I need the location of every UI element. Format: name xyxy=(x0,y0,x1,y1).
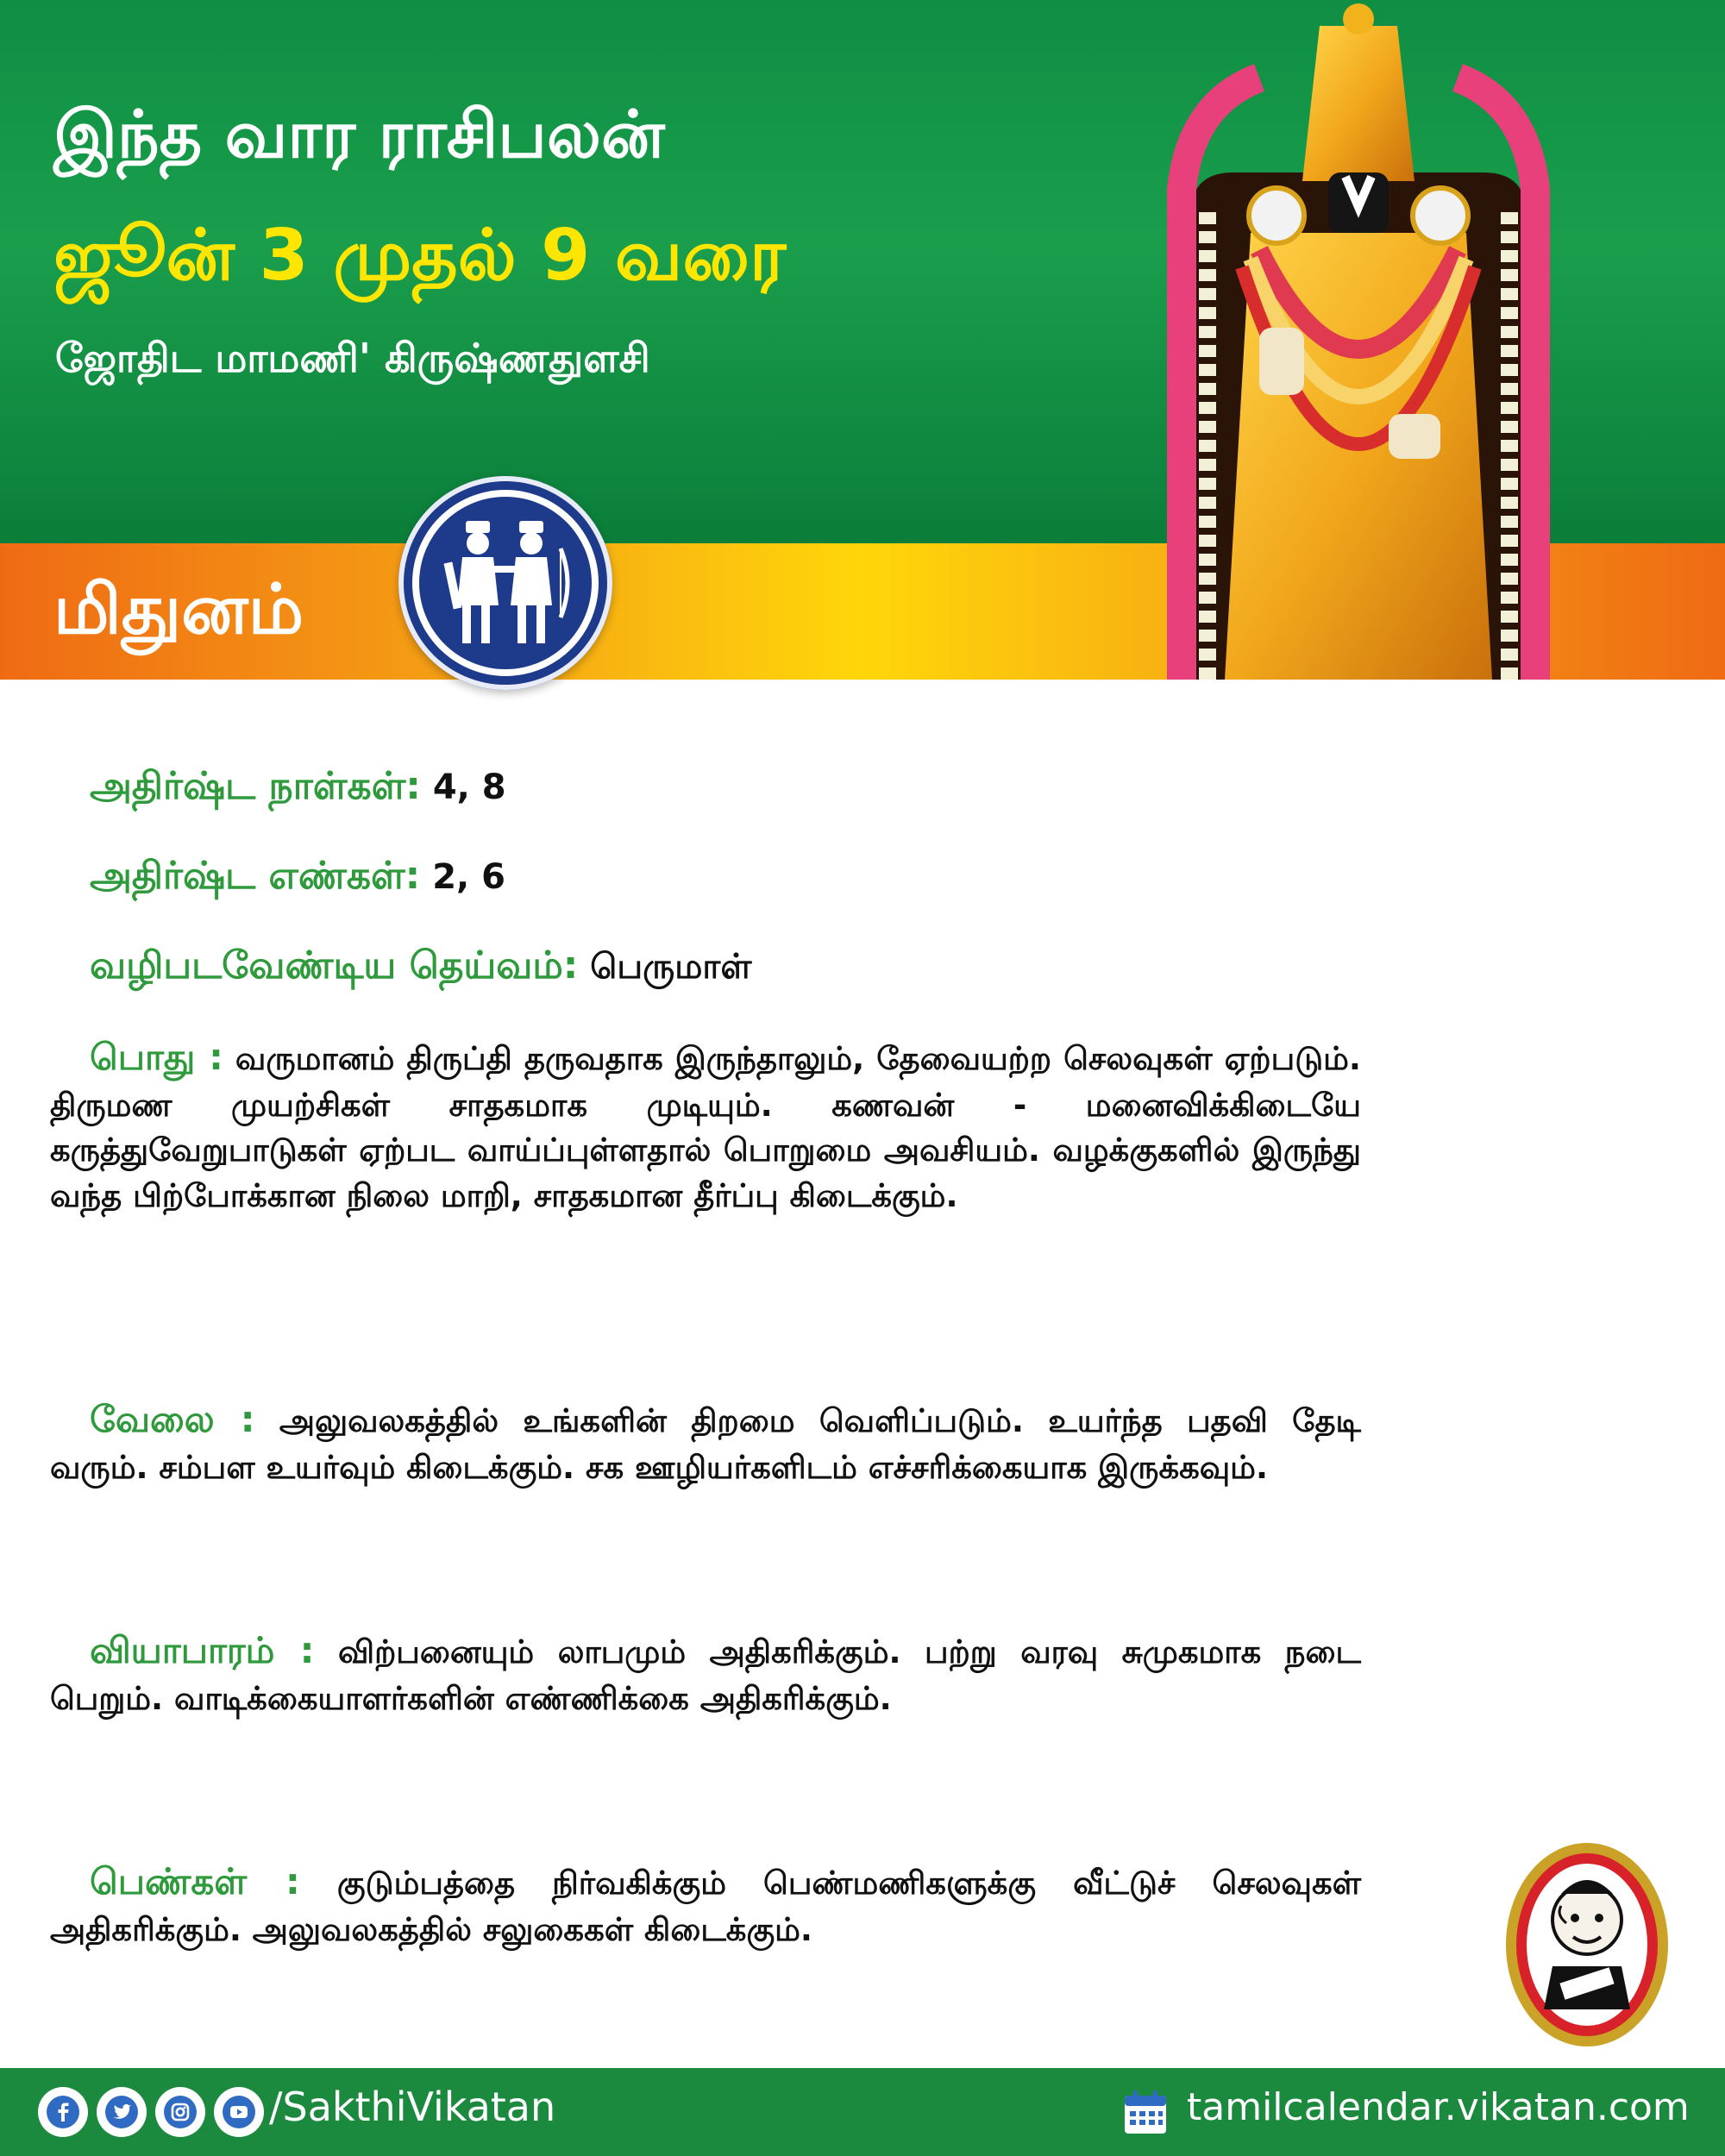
page-title: இந்த வார ராசிபலன் xyxy=(53,96,665,172)
social-links xyxy=(38,2087,264,2137)
section-women-label: பெண்கள் : xyxy=(90,1860,300,1902)
lucky-numbers-label: அதிர்ஷ்ட எண்கள்: xyxy=(90,854,421,898)
zodiac-sign-name: மிதுனம் xyxy=(53,569,304,649)
section-general-text: வருமானம் திருப்தி தருவதாக இருந்தாலும், தேவையற்ற செலவுகள் ஏற்படும். திருமண முயற்சிகள் சாதகமாக முடியும். கணவன் - மனைவிக்கிடையே கருத்துவேறுபாடுகள் ஏற்பட வாய்ப்புள்ளதால் பொறுமை அவசியம். வழக்குகளில் இருந்து வந்த பிற்போக்கான நிலை மாறி, சாதகமான தீர்ப்பு கிடைக்கும். xyxy=(50,1040,1361,1214)
vikatan-mascot-logo xyxy=(1501,1837,1673,2053)
lucky-days-value: 4, 8 xyxy=(432,768,506,807)
worship-deity xyxy=(90,943,751,993)
section-work xyxy=(50,1394,1361,1490)
lucky-numbers-value: 2, 6 xyxy=(432,857,506,897)
section-general-label: பொது : xyxy=(90,1036,223,1078)
section-women-text: குடும்பத்தை நிர்வகிக்கும் பெண்மணிகளுக்கு வீட்டுச் செலவுகள் அதிகரிக்கும். அலுவலகத்தில் சலுகைகள் கிடைக்கும். xyxy=(50,1865,1361,1948)
social-handle[interactable]: /SakthiVikatan xyxy=(269,2084,556,2130)
instagram-icon[interactable] xyxy=(155,2087,205,2137)
section-women xyxy=(50,1856,1361,1952)
lucky-days xyxy=(90,764,506,813)
section-business xyxy=(50,1625,1361,1721)
section-work-label: வேலை : xyxy=(90,1398,255,1440)
section-general xyxy=(50,1031,1361,1219)
youtube-icon[interactable] xyxy=(214,2087,264,2137)
date-range: ஜூன் 3 முதல் 9 வரை xyxy=(53,215,787,297)
website-link[interactable]: tamilcalendar.vikatan.com xyxy=(1187,2085,1690,2129)
lucky-days-label: அதிர்ஷ்ட நாள்கள்: xyxy=(90,764,421,808)
twitter-icon[interactable] xyxy=(97,2087,147,2137)
deity-illustration xyxy=(1156,0,1561,680)
lucky-numbers xyxy=(90,854,505,903)
author-name: ஜோதிட மாமணி' கிருஷ்ணதுளசி xyxy=(55,335,650,381)
section-business-label: வியாபாரம் : xyxy=(90,1629,315,1671)
worship-deity-value: பெருமாள் xyxy=(590,947,752,987)
facebook-icon[interactable] xyxy=(38,2087,88,2137)
calendar-icon xyxy=(1120,2087,1171,2139)
section-work-text: அலுவலகத்தில் உங்களின் திறமை வெளிப்படும். உயர்ந்த பதவி தேடி வரும். சம்பள உயர்வும் கிடைக்கும். சக ஊழியர்களிடம் எச்சரிக்கையாக இருக்கவும். xyxy=(50,1402,1362,1486)
section-business-text: விற்பனையும் லாபமும் அதிகரிக்கும். பற்று வரவு சுமுகமாக நடை பெறும். வாடிக்கையாளர்களின் எண்ணிக்கை அதிகரிக்கும். xyxy=(50,1633,1361,1717)
worship-deity-label: வழிபடவேண்டிய தெய்வம்: xyxy=(90,943,579,987)
gemini-twins-icon xyxy=(398,476,612,690)
